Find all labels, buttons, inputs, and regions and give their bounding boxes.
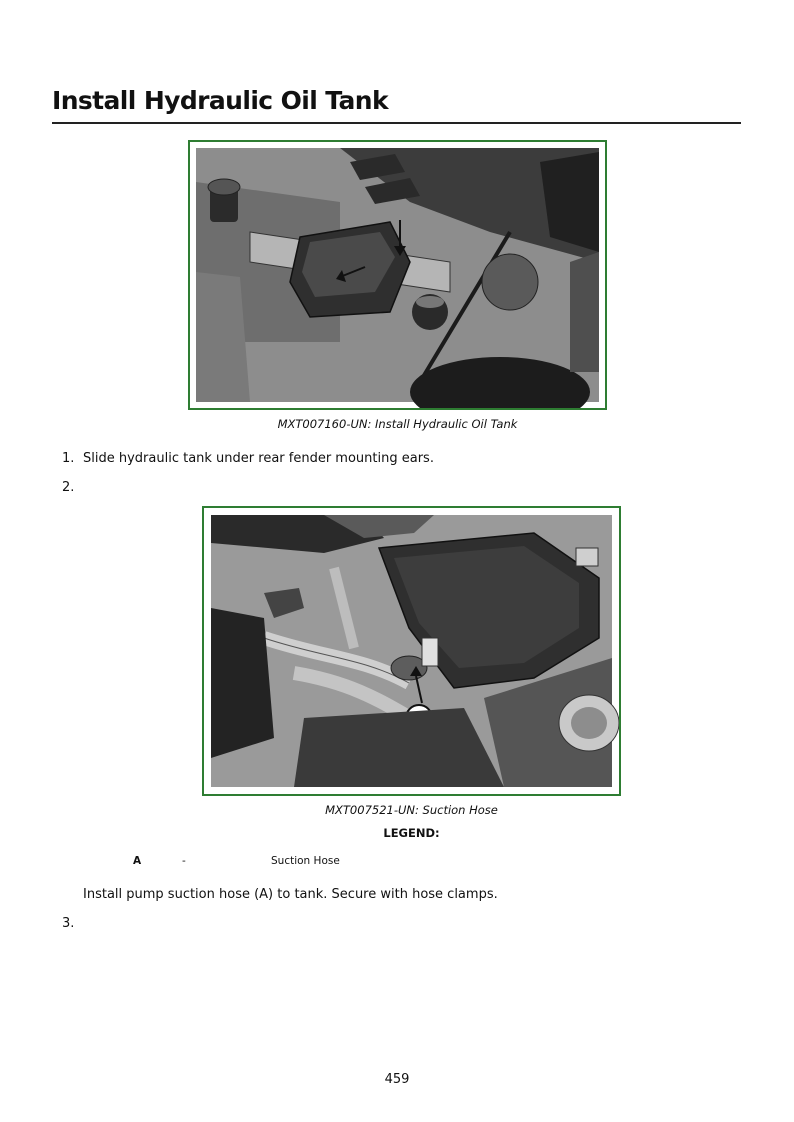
- legend-description: Suction Hose: [271, 855, 340, 867]
- figure1-caption: MXT007160-UN: Install Hydraulic Oil Tank: [277, 417, 518, 431]
- step-1-number: 1.: [62, 451, 75, 466]
- page-title: Install Hydraulic Oil Tank: [52, 86, 389, 115]
- legend-key: A: [133, 855, 142, 867]
- figure-hydraulic-oil-tank: [188, 140, 607, 410]
- title-divider: [52, 122, 741, 124]
- step-2-number: 2.: [62, 480, 75, 495]
- step-2-text: Install pump suction hose (A) to tank. Secure with hose clamps.: [83, 887, 498, 902]
- hydraulic-oil-tank-illustration: [190, 142, 605, 408]
- legend-title: LEGEND:: [383, 826, 440, 840]
- legend-dash: -: [182, 855, 186, 867]
- page-number: 459: [384, 1072, 410, 1087]
- figure2-caption: MXT007521-UN: Suction Hose: [325, 803, 498, 817]
- step-3-number: 3.: [62, 916, 75, 931]
- figure-suction-hose: [202, 506, 621, 796]
- suction-hose-illustration: [204, 508, 619, 794]
- step-1-text: Slide hydraulic tank under rear fender mounting ears.: [83, 451, 434, 466]
